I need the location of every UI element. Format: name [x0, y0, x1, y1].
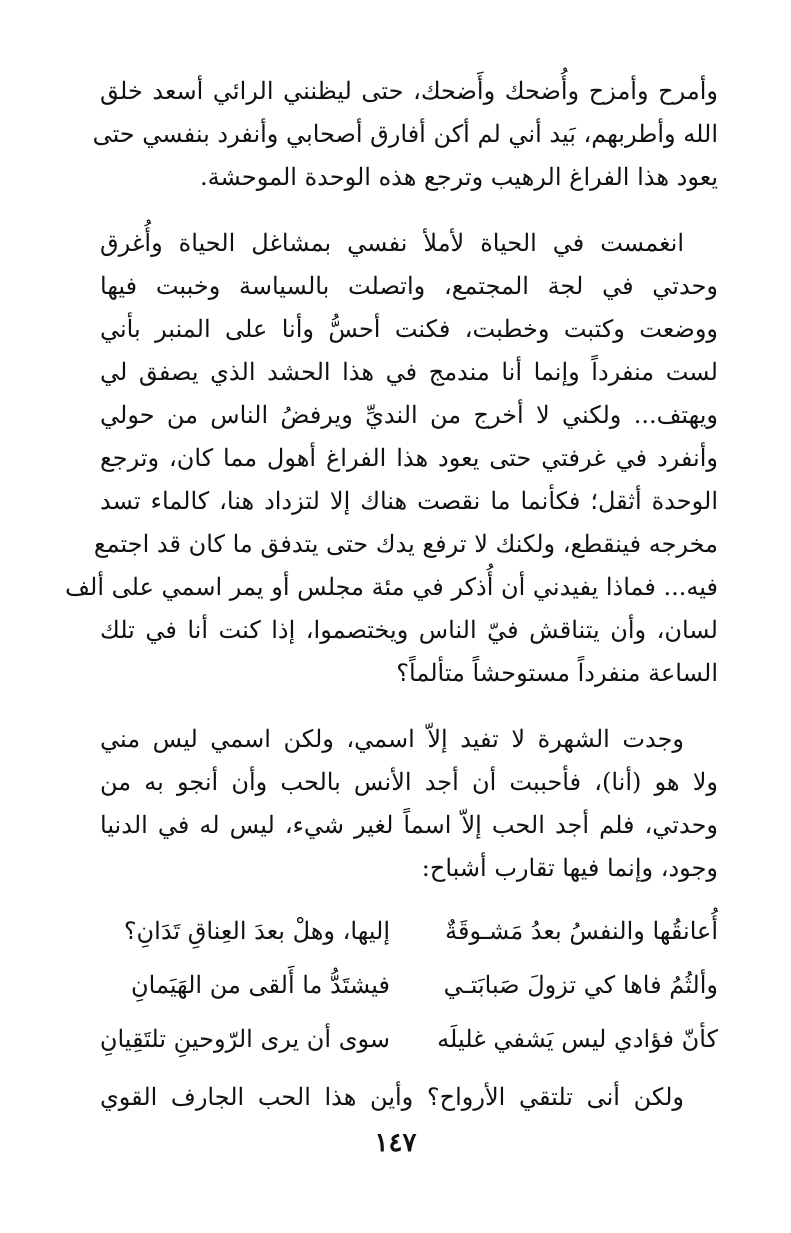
poem-verse [100, 958, 718, 1012]
text-line: ولكن أنى تلتقي الأرواح؟ وأين هذا الحب الجارف القوي [100, 1083, 684, 1111]
verse-second-hemistich: فيشتَدُّ ما أَلقى من الهَيَمانِ [131, 971, 390, 999]
book-page [65, 70, 718, 1220]
text-line: ويهتف... ولكني لا أخرج من النديِّ ويرفضُ الناس من حولي [100, 401, 718, 429]
verse-first-hemistich: كأنّ فؤادي ليس يَشفي غليلَه [437, 1025, 718, 1053]
text-line: فيه... فماذا يفيدني أن أُذكر في مئة مجلس أو يمر اسمي على ألف [65, 573, 718, 601]
text-line: يعود هذا الفراغ الرهيب وترجع هذه الوحدة الموحشة. [199, 163, 718, 191]
poem-verse [100, 1012, 718, 1066]
text-line: وحدتي في لجة المجتمع، واتصلت بالسياسة وخببت فيها [100, 272, 718, 300]
paragraph-1 [92, 70, 718, 199]
poem [100, 904, 718, 1066]
text-line: الساعة منفرداً مستوحشاً متألماً؟ [396, 659, 718, 687]
text-line: الله وأطربهم، بَيد أني لم أكن أفارق أصحابي وأنفرد بنفسي حتى [92, 120, 718, 148]
text-line: ولا هو (أنا)، فأحببت أن أجد الأنس بالحب وأن أنجو به من [100, 768, 718, 796]
text-line: وأمرح وأمزح وأُضحك وأَضحك، حتى ليظنني الرائي أسعد خلق [100, 77, 718, 105]
text-line: وحدتي، فلم أجد الحب إلاّ اسماً لغير شيء، ليس له في الدنيا [100, 811, 718, 839]
text-line: ووضعت وكتبت وخطبت، فكنت أحسُّ وأنا على المنبر بأني [100, 315, 718, 343]
text-line: وجدت الشهرة لا تفيد إلاّ اسمي، ولكن اسمي ليس مني [100, 725, 684, 753]
paragraph-2 [65, 222, 718, 695]
verse-second-hemistich: سوى أن يرى الرّوحينِ تلتَقِيانِ [99, 1025, 390, 1053]
text-line: وأنفرد في غرفتي حتى يعود هذا الفراغ أهول مما كان، وترجع [100, 444, 718, 472]
poem-verse [100, 904, 718, 958]
text-line: لست منفرداً وإنما أنا مندمج في هذا الحشد الذي يصفق لي [100, 358, 718, 386]
text-line: وجود، وإنما فيها تقارب أشباح: [421, 854, 718, 882]
paragraph-3 [100, 718, 718, 890]
text-line: مخرجه فينقطع، ولكنك لا ترفع يدك حتى يتدفق ما كان قد اجتمع [93, 530, 718, 558]
verse-first-hemistich: وألثُمُ فاها كي تزولَ صَبابَتـي [443, 971, 718, 999]
page-number: ١٤٧ [374, 1128, 417, 1158]
text-line: لسان، وأن يتناقش فيّ الناس ويختصموا، إذا كنت أنا في تلك [100, 616, 718, 644]
verse-first-hemistich: أُعانقُها والنفسُ بعدُ مَشـوقَةٌ [445, 917, 718, 945]
text-line: انغمست في الحياة لأملأ نفسي بمشاغل الحياة وأُغرق [100, 229, 684, 257]
closing-paragraph [100, 1076, 718, 1119]
text-line: الوحدة أثقل؛ فكأنما ما نقصت هناك إلا لتزداد هنا، كالماء تسد [100, 487, 718, 515]
verse-second-hemistich: إليها، وهلْ بعدَ العِناقِ تَدَانِ؟ [123, 917, 390, 945]
